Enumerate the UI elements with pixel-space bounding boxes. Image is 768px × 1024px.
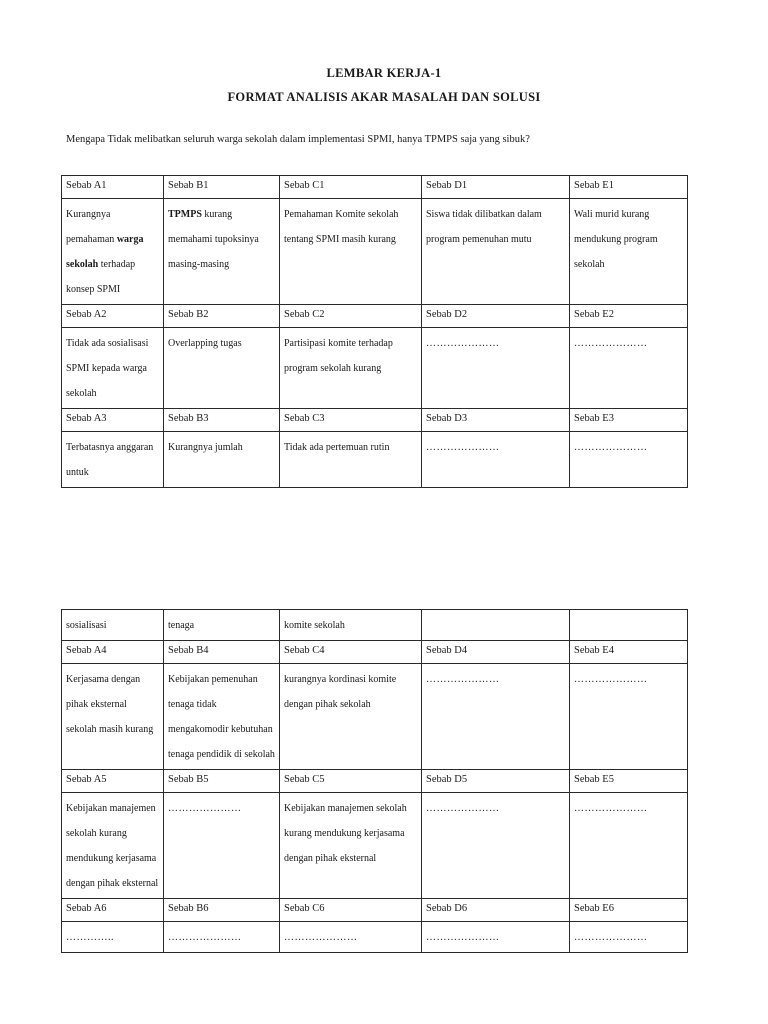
- text-segment: kurang memahami tupoksinya masing-masing: [168, 209, 259, 270]
- cause-description: Terbatasnya anggaran untuk: [62, 432, 164, 488]
- cause-label: Sebab C1: [280, 176, 422, 199]
- cause-label: Sebab A3: [62, 409, 164, 432]
- cause-label: Sebab B1: [164, 176, 280, 199]
- cause-description: …………………: [422, 793, 570, 899]
- content-row: [62, 610, 688, 641]
- cause-label: Sebab B3: [164, 409, 280, 432]
- text-segment: TPMPS: [168, 209, 202, 220]
- cause-description: Wali murid kurang mendukung program sekolah: [570, 199, 688, 305]
- content-row: [62, 922, 688, 953]
- problem-question: Mengapa Tidak melibatkan seluruh warga sekolah dalam implementasi SPMI, hanya TPMPS saja yang sibuk?: [66, 134, 530, 145]
- text-segment: warga sekolah: [66, 234, 144, 270]
- cause-description: …………………: [422, 328, 570, 409]
- cause-label: Sebab E1: [570, 176, 688, 199]
- cause-label: Sebab E3: [570, 409, 688, 432]
- cause-label: Sebab D3: [422, 409, 570, 432]
- cause-label: Sebab E6: [570, 899, 688, 922]
- cause-description: …………………: [280, 922, 422, 953]
- header-row: [62, 409, 688, 432]
- cause-analysis-table-2: [61, 609, 688, 953]
- cause-description: [570, 610, 688, 641]
- cause-label: Sebab E2: [570, 305, 688, 328]
- text-segment: terhadap konsep SPMI: [66, 259, 136, 295]
- cause-description: …………………: [422, 664, 570, 770]
- cause-description: …………………: [570, 328, 688, 409]
- cause-description: …………………: [570, 432, 688, 488]
- cause-description: …………………: [570, 664, 688, 770]
- cause-description: Tidak ada pertemuan rutin: [280, 432, 422, 488]
- cause-label: Sebab C6: [280, 899, 422, 922]
- cause-description: Kebijakan pemenuhan tenaga tidak mengakomodir kebutuhan tenaga pendidik di sekolah: [164, 664, 280, 770]
- content-row: [62, 328, 688, 409]
- cause-description: sosialisasi: [62, 610, 164, 641]
- cause-label: Sebab B4: [164, 641, 280, 664]
- cause-label: Sebab C5: [280, 770, 422, 793]
- content-row: [62, 432, 688, 488]
- cause-description: kurangnya kordinasi komite dengan pihak sekolah: [280, 664, 422, 770]
- cause-analysis-table-1: [61, 175, 688, 488]
- header-row: [62, 641, 688, 664]
- cause-label: Sebab B5: [164, 770, 280, 793]
- cause-label: Sebab A4: [62, 641, 164, 664]
- content-row: [62, 793, 688, 899]
- cause-label: Sebab C2: [280, 305, 422, 328]
- cause-label: Sebab D2: [422, 305, 570, 328]
- header-row: [62, 176, 688, 199]
- cause-label: Sebab C3: [280, 409, 422, 432]
- cause-label: Sebab B2: [164, 305, 280, 328]
- cause-description: …………..: [62, 922, 164, 953]
- text-segment: Kurangnya pemahaman: [66, 209, 117, 245]
- cause-label: Sebab A1: [62, 176, 164, 199]
- cause-description: …………………: [164, 793, 280, 899]
- cause-description: …………………: [422, 922, 570, 953]
- cause-description: …………………: [422, 432, 570, 488]
- cause-description: Kebijakan manajemen sekolah kurang mendukung kerjasama dengan pihak eksternal: [62, 793, 164, 899]
- header-row: [62, 305, 688, 328]
- content-row: [62, 664, 688, 770]
- worksheet-title: LEMBAR KERJA-1: [326, 66, 442, 80]
- cause-label: Sebab D5: [422, 770, 570, 793]
- cause-description: Siswa tidak dilibatkan dalam program pemenuhan mutu: [422, 199, 570, 305]
- cause-description: Kebijakan manajemen sekolah kurang mendukung kerjasama dengan pihak eksternal: [280, 793, 422, 899]
- cause-description: …………………: [164, 922, 280, 953]
- cause-description: [422, 610, 570, 641]
- cause-label: Sebab D6: [422, 899, 570, 922]
- cause-description: [164, 199, 280, 305]
- cause-description: [62, 199, 164, 305]
- cause-description: komite sekolah: [280, 610, 422, 641]
- cause-description: Kurangnya jumlah: [164, 432, 280, 488]
- cause-label: Sebab D4: [422, 641, 570, 664]
- cause-description: …………………: [570, 922, 688, 953]
- cause-label: Sebab D1: [422, 176, 570, 199]
- header-row: [62, 770, 688, 793]
- cause-label: Sebab C4: [280, 641, 422, 664]
- cause-description: tenaga: [164, 610, 280, 641]
- content-row: [62, 199, 688, 305]
- cause-description: Partisipasi komite terhadap program sekolah kurang: [280, 328, 422, 409]
- header-row: [62, 899, 688, 922]
- cause-label: Sebab A2: [62, 305, 164, 328]
- cause-label: Sebab A6: [62, 899, 164, 922]
- worksheet-subtitle: FORMAT ANALISIS AKAR MASALAH DAN SOLUSI: [227, 90, 541, 104]
- cause-description: Pemahaman Komite sekolah tentang SPMI masih kurang: [280, 199, 422, 305]
- cause-label: Sebab B6: [164, 899, 280, 922]
- cause-description: …………………: [570, 793, 688, 899]
- cause-description: Kerjasama dengan pihak eksternal sekolah masih kurang: [62, 664, 164, 770]
- cause-description: Tidak ada sosialisasi SPMI kepada warga sekolah: [62, 328, 164, 409]
- cause-description: Overlapping tugas: [164, 328, 280, 409]
- cause-label: Sebab E5: [570, 770, 688, 793]
- cause-label: Sebab A5: [62, 770, 164, 793]
- cause-label: Sebab E4: [570, 641, 688, 664]
